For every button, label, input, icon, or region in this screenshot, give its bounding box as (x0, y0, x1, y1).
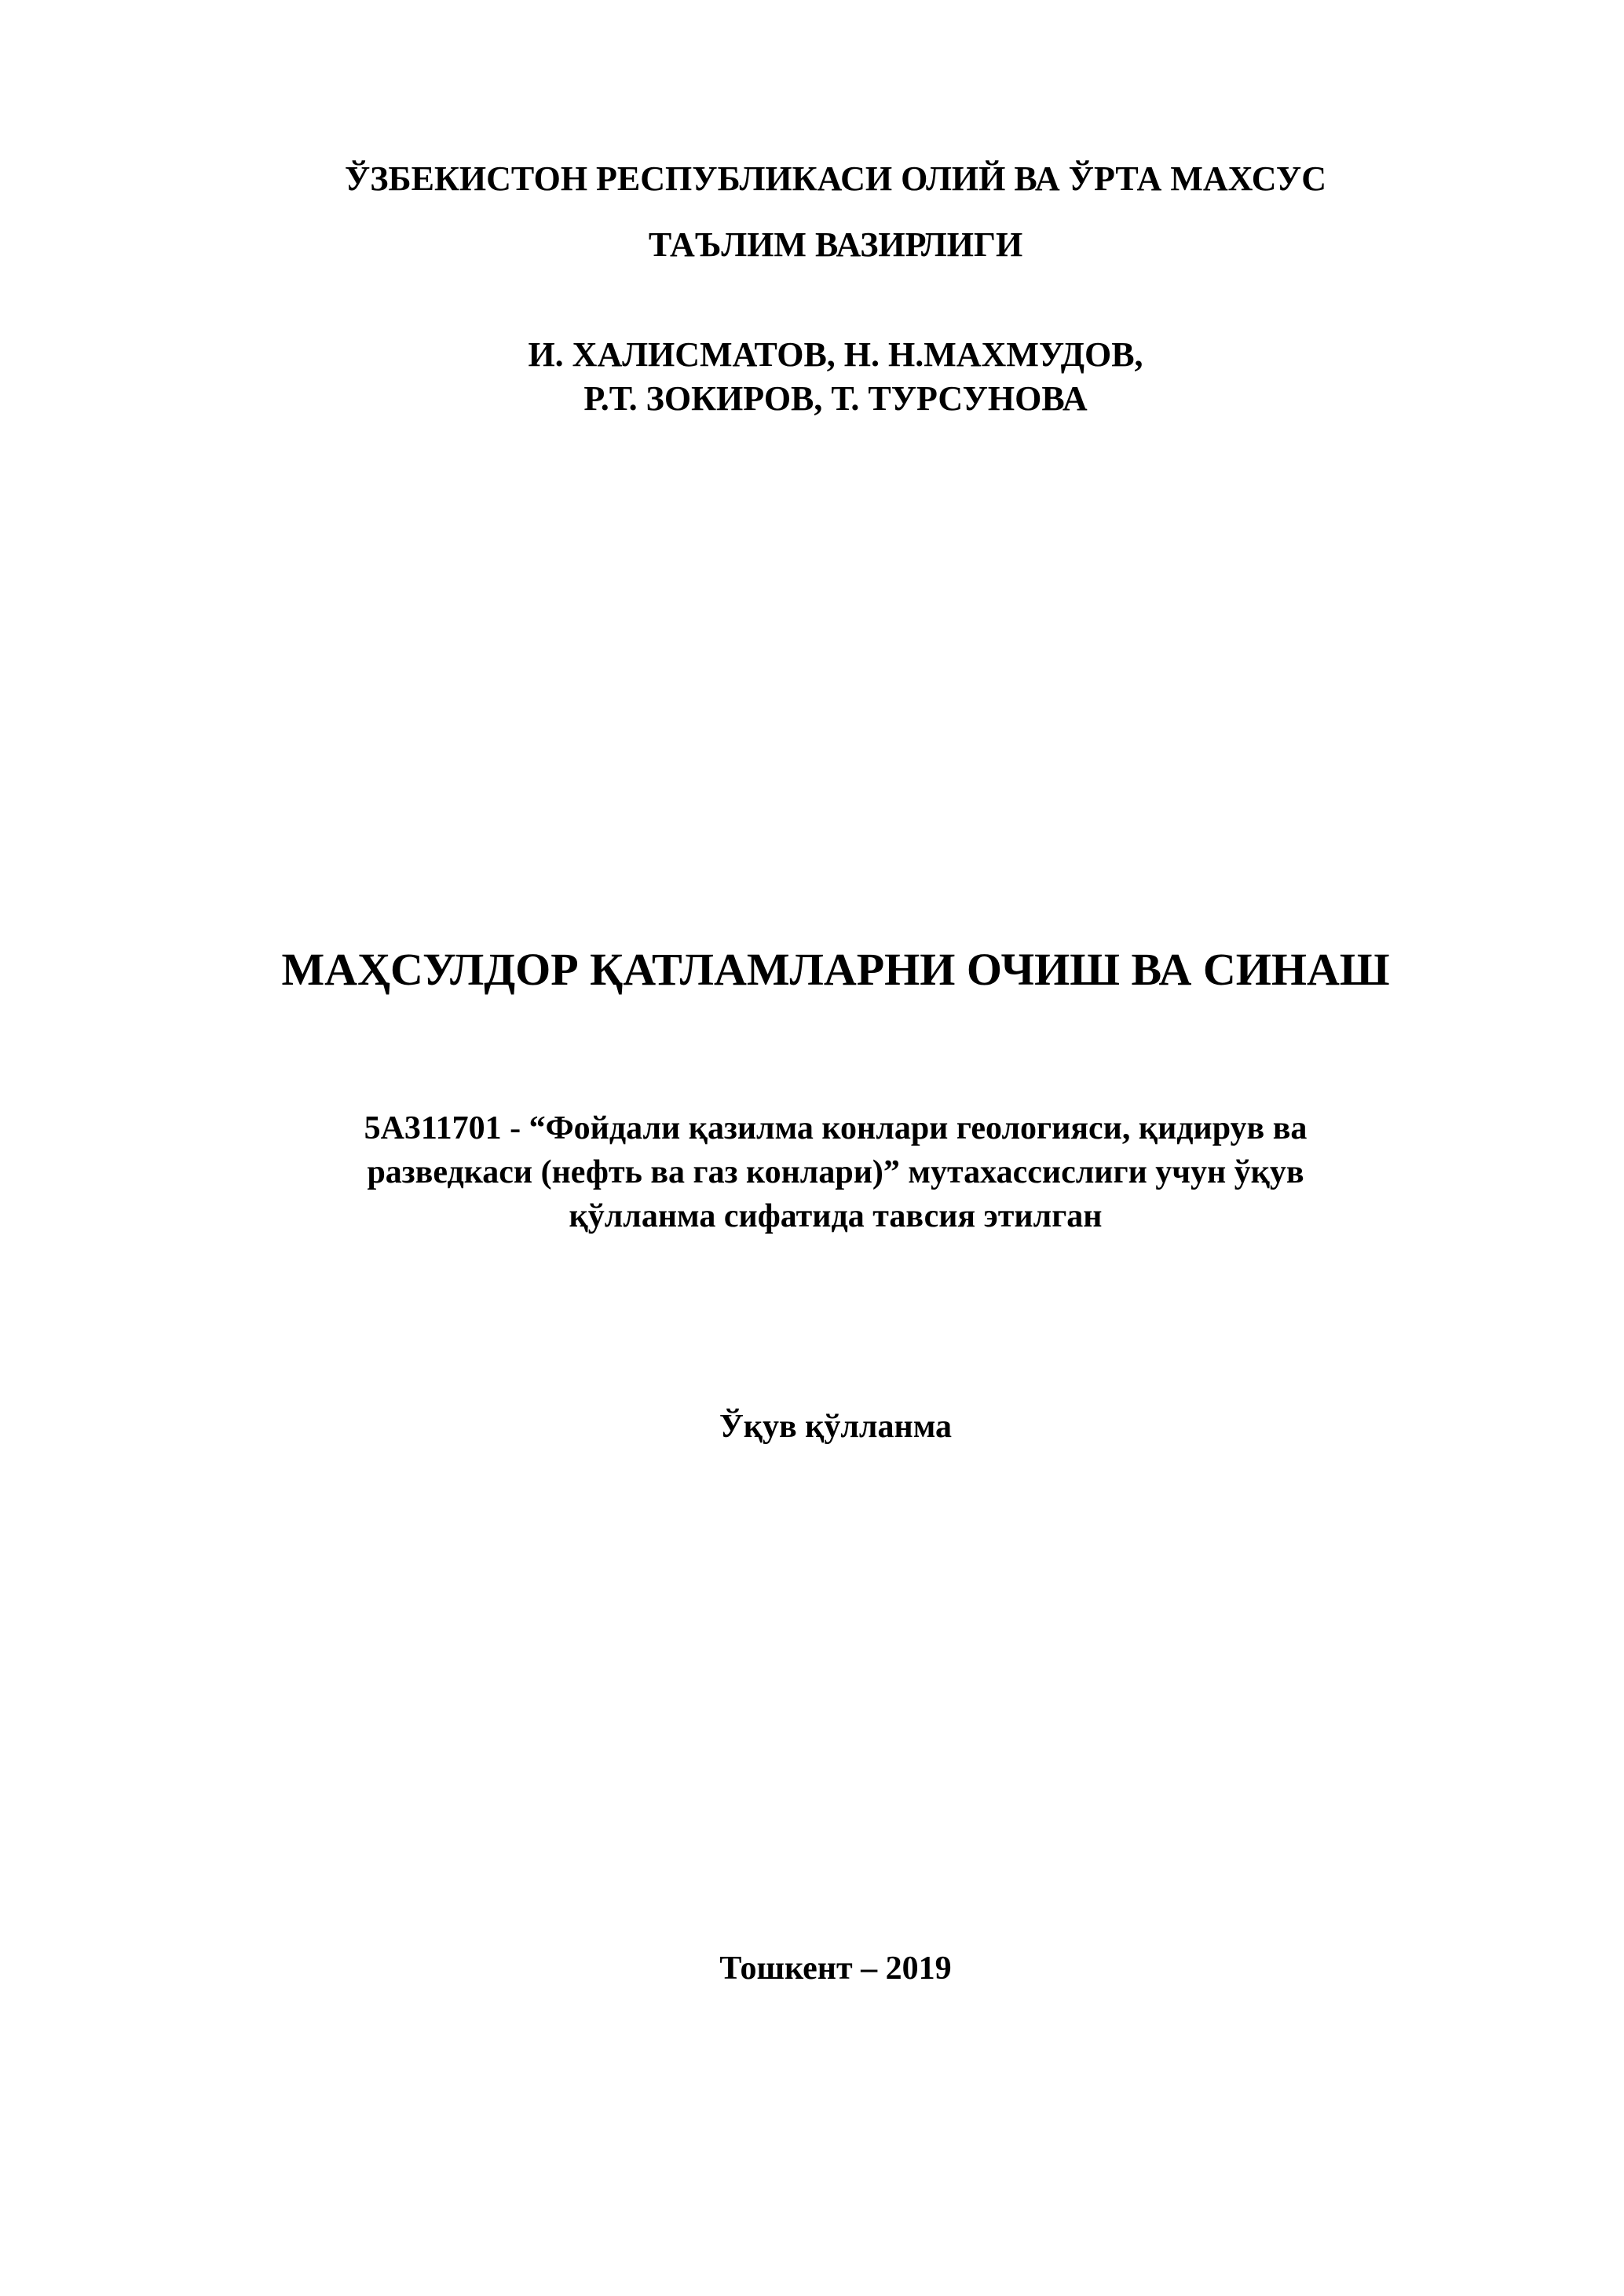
specialty-line-2: разведкаси (нефть ва газ конлари)” мутахассислиги учун ўқув (367, 1154, 1304, 1190)
document-type: Ўқув қўлланма (719, 1409, 953, 1445)
authors-line-1: И. ХАЛИСМАТОВ, Н. Н.МАХМУДОВ, (528, 335, 1143, 374)
specialty-line-1: 5А311701 - “Фойдали қазилма конлари геологияси, қидирув ва (364, 1110, 1308, 1146)
authors-line-2: Р.Т. ЗОКИРОВ, Т. ТУРСУНОВА (583, 379, 1088, 418)
specialty-line-3: қўлланма сифатида тавсия этилган (569, 1198, 1103, 1234)
ministry-line-2: ТАЪЛИМ ВАЗИРЛИГИ (648, 225, 1023, 264)
document-title: МАҲСУЛДОР ҚАТЛАМЛАРНИ ОЧИШ ВА СИНАШ (281, 944, 1390, 995)
ministry-line-1: ЎЗБЕКИСТОН РЕСПУБЛИКАСИ ОЛИЙ ВА ЎРТА МАХСУС (344, 159, 1326, 198)
place-and-year: Тошкент – 2019 (719, 1951, 952, 1987)
